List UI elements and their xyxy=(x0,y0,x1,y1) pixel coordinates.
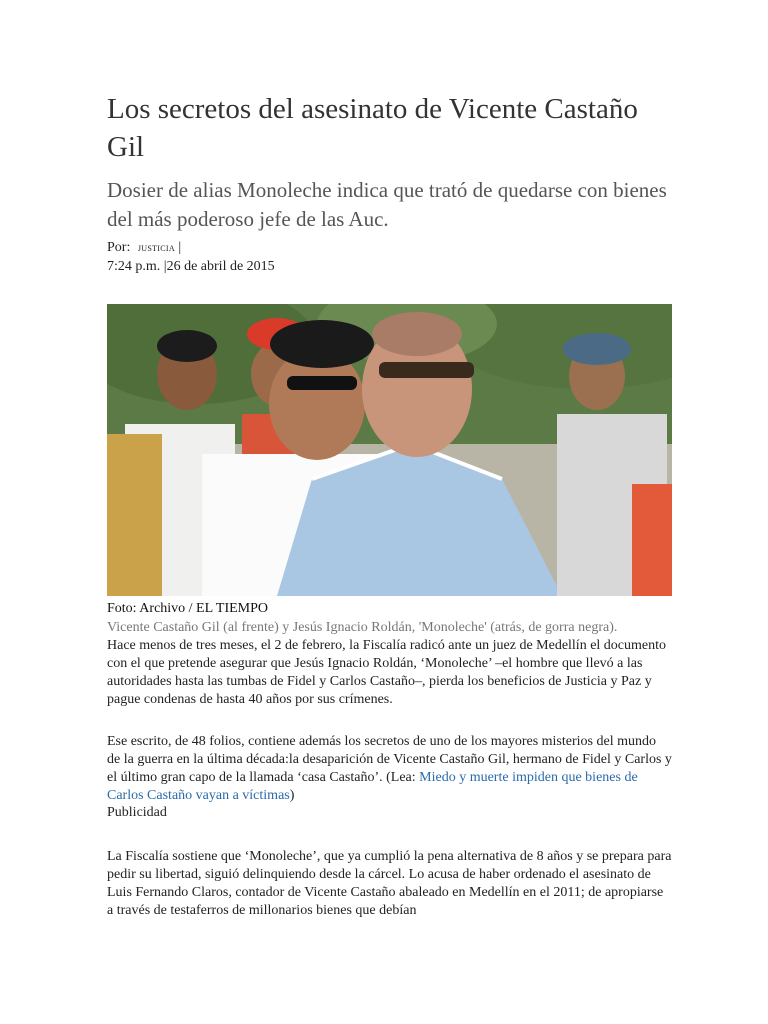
byline xyxy=(107,240,181,256)
photo-illustration xyxy=(107,304,672,596)
paragraph-2 xyxy=(107,733,672,805)
article-photo xyxy=(107,304,672,596)
paragraph-2-text: Ese escrito, de 48 folios, contiene además los secretos de uno de los mayores misterios del mundo de la guerra en la última década:la desaparición de Vicente Castaño Gil, hermano de Fidel y Carlos y el último gran capo de la llamada ‘casa Castaño’. (Lea: xyxy=(107,734,672,785)
dateline-separator: | xyxy=(163,259,167,274)
paragraph-2-close: ) xyxy=(289,788,295,803)
byline-separator: | xyxy=(178,240,182,255)
photo-caption: Vicente Castaño Gil (al frente) y Jesús Ignacio Roldán, 'Monoleche' (atrás, de gorra negra). xyxy=(107,620,618,635)
paragraph-1: Hace menos de tres meses, el 2 de febrero, la Fiscalía radicó ante un juez de Medellín el documento con el que pretende asegurar que Jesús Ignacio Roldán, ‘Monoleche’ –el hombre que llevó a las autoridades hasta las tumbas de Fidel y Carlos Castaño–, pierda los beneficios de Justicia y Paz y pague condenas de hasta 40 años por sus crímenes. xyxy=(107,638,667,707)
paragraph-3: La Fiscalía sostiene que ‘Monoleche’, que ya cumplió la pena alternativa de 8 años y se prepara para pedir su libertad, siguió delinquiendo desde la cárcel. Lo acusa de haber ordenado el asesinato de Luis Fernando Claros, contador de Vicente Castaño abaleado en Medellín en el 2011; de apropiarse a través de testaferros de millonarios bienes que debían xyxy=(107,849,672,918)
related-article-link[interactable]: Miedo y muerte impiden que bienes de Carlos Castaño vayan a víctimas xyxy=(107,770,638,803)
section-link[interactable]: JUSTICIA xyxy=(137,244,175,253)
publish-time: 7:24 p.m. xyxy=(107,259,161,274)
dateline xyxy=(107,259,275,275)
byline-label: Por: xyxy=(107,240,131,255)
publish-date: 26 de abril de 2015 xyxy=(166,259,275,274)
article-title: Los secretos del asesinato de Vicente Castaño Gil xyxy=(107,93,638,163)
article-subtitle: Dosier de alias Monoleche indica que trató de quedarse con bienes del más poderoso jefe de las Auc. xyxy=(107,178,667,231)
photo-credit: Foto: Archivo / EL TIEMPO xyxy=(107,601,268,616)
ad-label: Publicidad xyxy=(107,805,167,820)
